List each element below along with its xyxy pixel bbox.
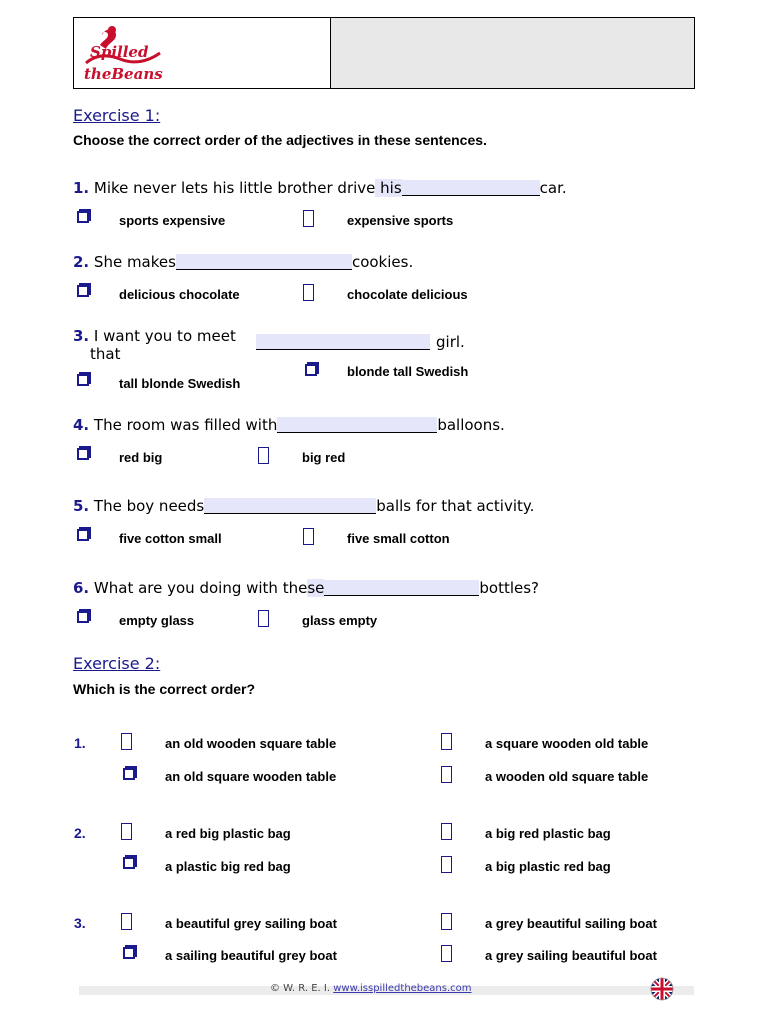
logo-cell <box>74 18 331 88</box>
option-label: five cotton small <box>119 531 222 546</box>
ex1-question-3: 3. I want you to meet <box>73 327 236 345</box>
checkbox-empty-icon[interactable] <box>441 945 452 962</box>
ex1-question-2: 2. She makes cookies. <box>73 253 414 271</box>
option-label: an old wooden square table <box>165 736 337 751</box>
option-label: a red big plastic bag <box>165 826 291 841</box>
option-label: delicious chocolate <box>119 287 240 302</box>
checkbox-checked-icon[interactable] <box>77 374 89 386</box>
answer-blank[interactable] <box>402 180 540 196</box>
header-box <box>73 17 695 89</box>
svg-text:Spilled: Spilled <box>90 43 149 61</box>
ex2-question-number: 1. <box>74 735 86 751</box>
checkbox-checked-icon[interactable] <box>305 364 317 376</box>
option-label: a sailing beautiful grey boat <box>165 948 337 963</box>
checkbox-checked-icon[interactable] <box>123 857 135 869</box>
option-label: a square wooden old table <box>485 736 649 751</box>
uk-flag-icon[interactable] <box>650 977 674 1001</box>
header-blank-cell <box>331 18 694 88</box>
exercise2-title: Exercise 2: <box>73 654 161 673</box>
checkbox-checked-icon[interactable] <box>77 211 89 223</box>
footer-link[interactable]: www.isspilledthebeans.com <box>333 983 472 994</box>
checkbox-empty-icon[interactable] <box>441 913 452 930</box>
option-label: a wooden old square table <box>485 769 649 784</box>
option-label: a beautiful grey sailing boat <box>165 916 337 931</box>
checkbox-empty-icon[interactable] <box>121 733 132 750</box>
checkbox-empty-icon[interactable] <box>121 913 132 930</box>
exercise1-instruction: Choose the correct order of the adjectives in these sentences. <box>73 132 487 148</box>
checkbox-empty-icon[interactable] <box>258 447 269 464</box>
option-label: a big plastic red bag <box>485 859 611 874</box>
checkbox-checked-icon[interactable] <box>77 611 89 623</box>
exercise1-title: Exercise 1: <box>73 106 161 125</box>
checkbox-empty-icon[interactable] <box>303 210 314 227</box>
answer-blank[interactable] <box>256 334 430 350</box>
answer-blank[interactable] <box>324 580 479 596</box>
option-label: five small cotton <box>347 531 450 546</box>
option-label: red big <box>119 450 163 465</box>
checkbox-empty-icon[interactable] <box>121 823 132 840</box>
option-label: glass empty <box>302 613 378 628</box>
footer-text <box>270 983 472 994</box>
checkbox-empty-icon[interactable] <box>441 823 452 840</box>
option-label: a big red plastic bag <box>485 826 611 841</box>
ex2-question-number: 2. <box>74 825 86 841</box>
ex1-question-1: 1. Mike never lets his little brother drive his car. <box>73 179 567 197</box>
footer-copyright: © W. R. E. I. <box>270 983 331 994</box>
checkbox-checked-icon[interactable] <box>77 448 89 460</box>
checkbox-checked-icon[interactable] <box>123 947 135 959</box>
option-label: sports expensive <box>119 213 226 228</box>
svg-text:theBeans: theBeans <box>84 65 163 83</box>
checkbox-checked-icon[interactable] <box>123 768 135 780</box>
option-label: tall blonde Swedish <box>119 376 241 391</box>
ex1-question-6: 6. What are you doing with these bottles? <box>73 579 540 597</box>
answer-blank[interactable] <box>176 254 352 270</box>
checkbox-empty-icon[interactable] <box>303 528 314 545</box>
ex2-question-number: 3. <box>74 915 86 931</box>
option-label: chocolate delicious <box>347 287 468 302</box>
checkbox-empty-icon[interactable] <box>303 284 314 301</box>
option-label: expensive sports <box>347 213 454 228</box>
ex1-question-3-end: girl. <box>436 333 465 351</box>
spilled-the-beans-logo <box>80 23 170 83</box>
ex1-question-3-line2: that <box>90 345 121 363</box>
ex1-question-5: 5. The boy needs balls for that activity. <box>73 497 535 515</box>
option-label: empty glass <box>119 613 195 628</box>
option-label: a plastic big red bag <box>165 859 291 874</box>
checkbox-empty-icon[interactable] <box>441 856 452 873</box>
answer-blank[interactable] <box>277 417 437 433</box>
ex1-question-4: 4. The room was filled with balloons. <box>73 416 505 434</box>
checkbox-checked-icon[interactable] <box>77 285 89 297</box>
option-label: a grey sailing beautiful boat <box>485 948 657 963</box>
option-label: big red <box>302 450 346 465</box>
checkbox-empty-icon[interactable] <box>441 733 452 750</box>
checkbox-checked-icon[interactable] <box>77 529 89 541</box>
option-label: blonde tall Swedish <box>347 364 469 379</box>
option-label: a grey beautiful sailing boat <box>485 916 657 931</box>
checkbox-empty-icon[interactable] <box>441 766 452 783</box>
checkbox-empty-icon[interactable] <box>258 610 269 627</box>
exercise2-instruction: Which is the correct order? <box>73 681 256 697</box>
option-label: an old square wooden table <box>165 769 337 784</box>
answer-blank[interactable] <box>204 498 376 514</box>
